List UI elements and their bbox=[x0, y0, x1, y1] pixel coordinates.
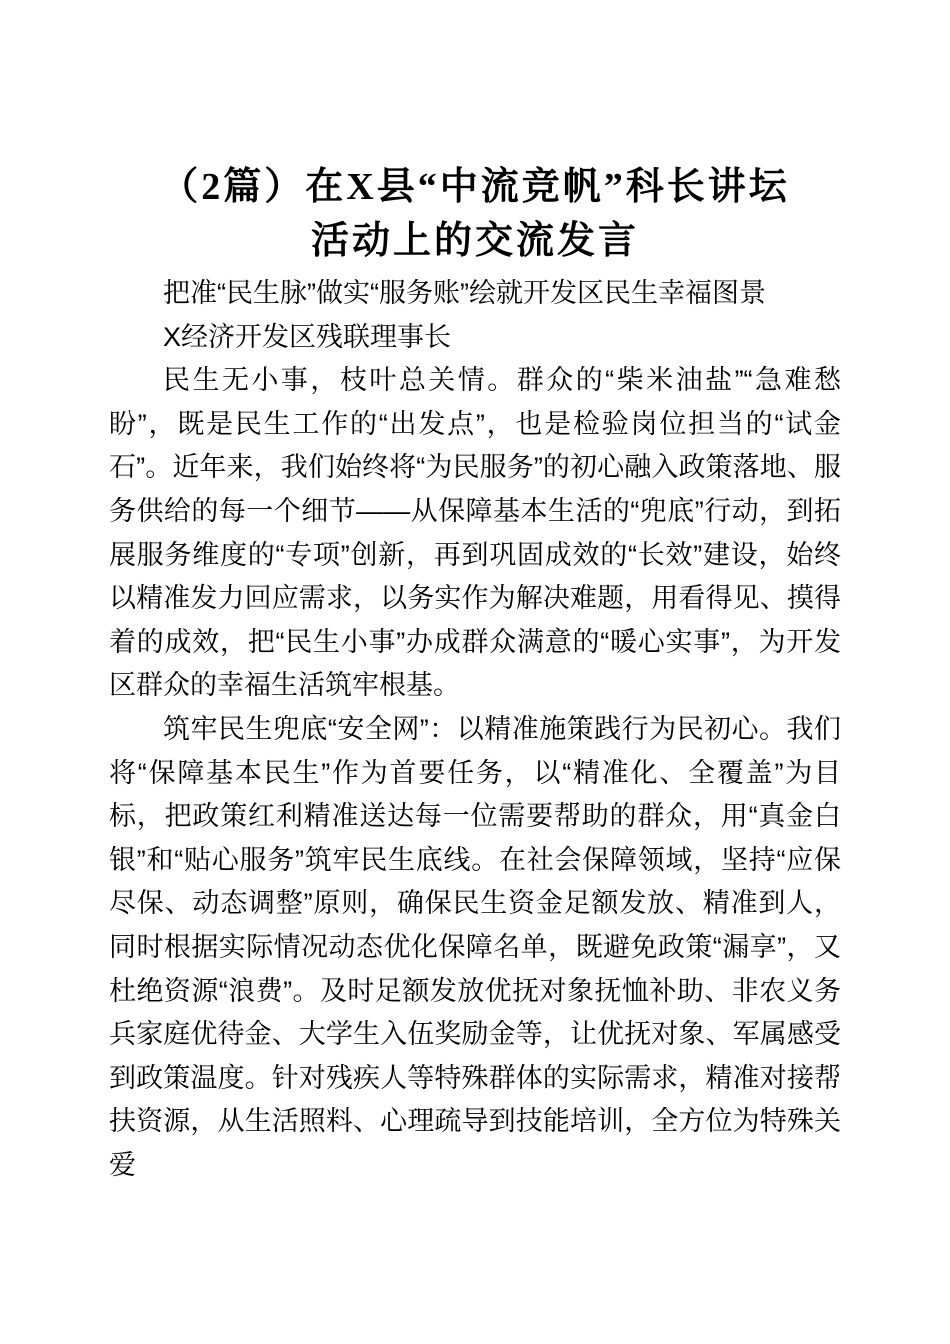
document-title bbox=[85, 160, 865, 268]
document-body bbox=[109, 272, 841, 1187]
document-subtitle: 把准“民生脉”做实“服务账”绘就开发区民生幸福图景 bbox=[163, 278, 766, 308]
paragraph-1: 民生无小事，枝叶总关情。群众的“柴米油盐”“急难愁盼”，既是民生工作的“出发点”，也是检验岗位担当的“试金石”。近年来，我们始终将“为民服务”的初心融入政策落地、服务供给的每一个细节——从保障基本生活的“兜底”行动，到拓展服务维度的“专项”创新，再到巩固成效的“长效”建设，始终以精准发力回应需求，以务实作为解决难题，用看得见、摸得着的成效，把“民生小事”办成群众满意的“暖心实事”，为开发区群众的幸福生活筑牢根基。 bbox=[109, 365, 841, 701]
document-author-line: X经济开发区残联理事长 bbox=[163, 321, 452, 352]
document-title-line-1: （2篇）在X县“中流竞帆”科长讲坛 bbox=[160, 166, 790, 208]
paragraph-2: 筑牢民生兜底“安全网”：以精准施策践行为民初心。我们将“保障基本民生”作为首要任务，以“精准化、全覆盖”为目标，把政策红利精准送达每一位需要帮助的群众，用“真金白银”和“贴心服务”筑牢民生底线。在社会保障领域，坚持“应保尽保、动态调整”原则，确保民生资金足额发放、精准到人，同时根据实际情况动态优化保障名单，既避免政策“漏享”，又杜绝资源“浪费”。及时足额发放优抚对象抚恤补助、非农义务兵家庭优待金、大学生入伍奖励金等，让优抚对象、军属感受到政策温度。针对残疾人等特殊群体的实际需求，精准对接帮扶资源，从生活照料、心理疏导到技能培训，全方位为特殊关爱 bbox=[109, 713, 841, 1180]
document-title-line-2: 活动上的交流发言 bbox=[310, 220, 639, 262]
